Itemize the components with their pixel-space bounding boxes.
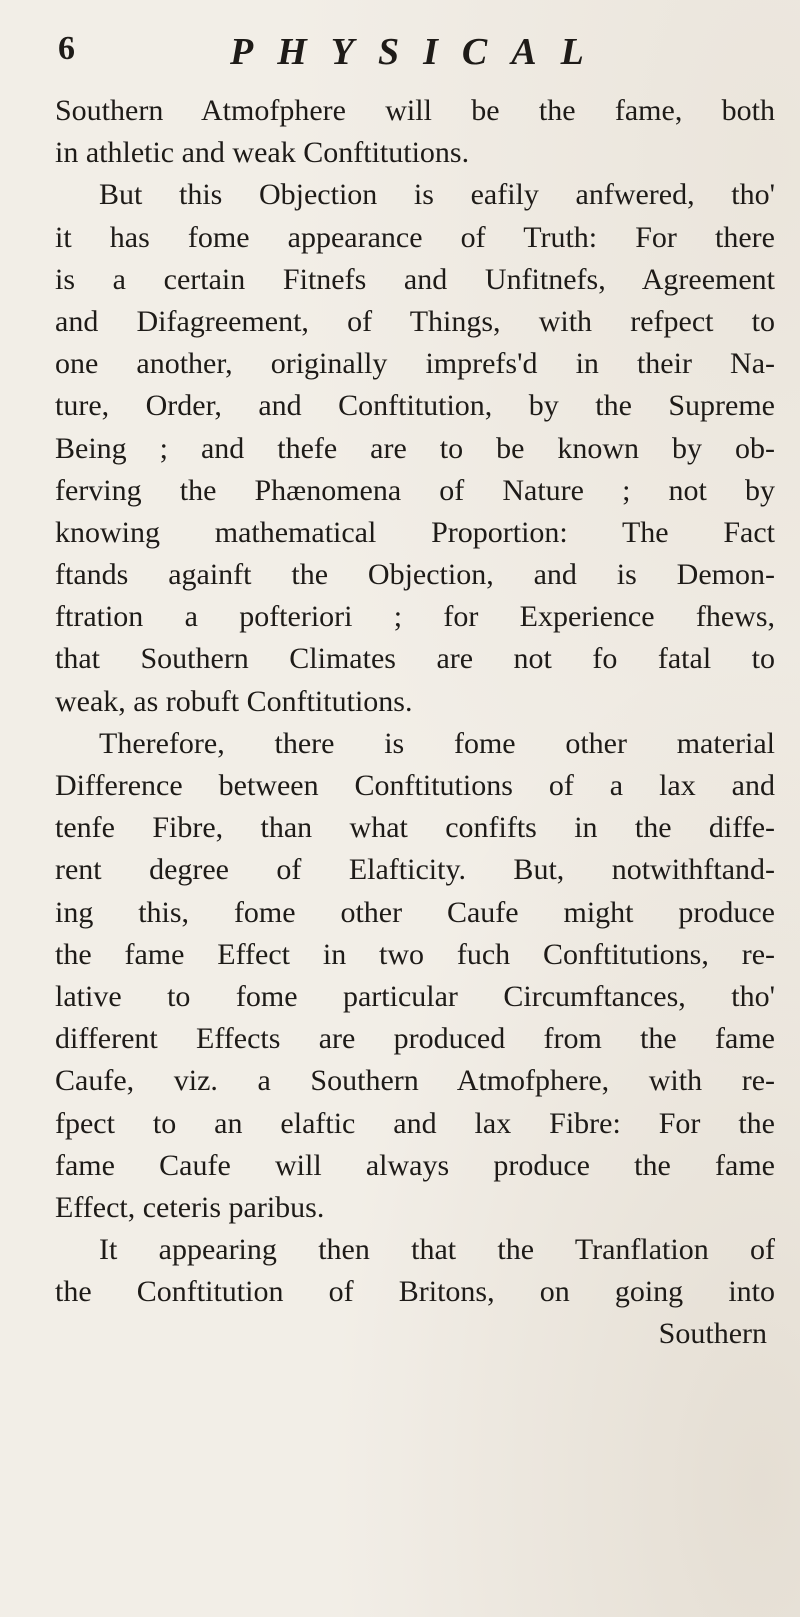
text-line: one another, originally imprefs'd in their Na-: [55, 347, 775, 381]
text-line: the fame Effect in two fuch Conftitutions, re-: [55, 937, 775, 971]
text-line: ftands againft the Objection, and is Demon-: [55, 558, 775, 592]
text-line: ftration a pofteriori ; for Experience fhews,: [55, 600, 775, 634]
text-line: in athletic and weak Conftitutions.: [55, 136, 470, 170]
text-line: it has fome appearance of Truth: For there: [55, 220, 775, 254]
text-line: ferving the Phænomena of Nature ; not by: [55, 473, 775, 507]
text-line: Southern Atmofphere will be the fame, both: [55, 94, 775, 127]
text-line: that Southern Climates are not fo fatal to: [55, 642, 775, 676]
text-line: Difference between Conftitutions of a lax and: [55, 769, 775, 802]
text-line: ture, Order, and Conftitution, by the Supreme: [55, 389, 775, 423]
text-line: Caufe, viz. a Southern Atmofphere, with re-: [55, 1064, 775, 1098]
text-line: lative to fome particular Circumftances, tho': [55, 979, 775, 1013]
text-line: and Difagreement, of Things, with refpect to: [55, 304, 775, 338]
text-line: is a certain Fitnefs and Unfitnefs, Agreement: [55, 262, 775, 296]
text-line: ing this, fome other Caufe might produce: [55, 895, 775, 929]
text-line: Being ; and thefe are to be known by ob-: [55, 431, 775, 465]
text-line: tenfe Fibre, than what confifts in the diffe-: [55, 811, 775, 845]
text-line: different Effects are produced from the fame: [55, 1022, 775, 1056]
body-text: [55, 90, 775, 1356]
catchword: Southern: [658, 1317, 767, 1351]
text-line: knowing mathematical Proportion: The Fact: [55, 515, 775, 549]
text-line: But this Objection is eafily anfwered, tho': [99, 178, 775, 212]
page-number: 6: [58, 30, 75, 67]
text-line: Effect, ceteris paribus.: [55, 1190, 325, 1224]
text-line: rent degree of Elafticity. But, notwithftand-: [55, 853, 775, 887]
text-line: the Conftitution of Britons, on going into: [55, 1275, 775, 1309]
running-head: PHYSICAL: [230, 31, 608, 73]
text-line: Therefore, there is fome other material: [99, 726, 775, 760]
text-line: It appearing then that the Tranflation of: [99, 1233, 775, 1267]
text-line: fame Caufe will always produce the fame: [55, 1148, 775, 1182]
page-header: [58, 14, 778, 74]
text-line: weak, as robuft Conftitutions.: [55, 684, 413, 718]
text-line: fpect to an elaftic and lax Fibre: For the: [55, 1106, 775, 1140]
